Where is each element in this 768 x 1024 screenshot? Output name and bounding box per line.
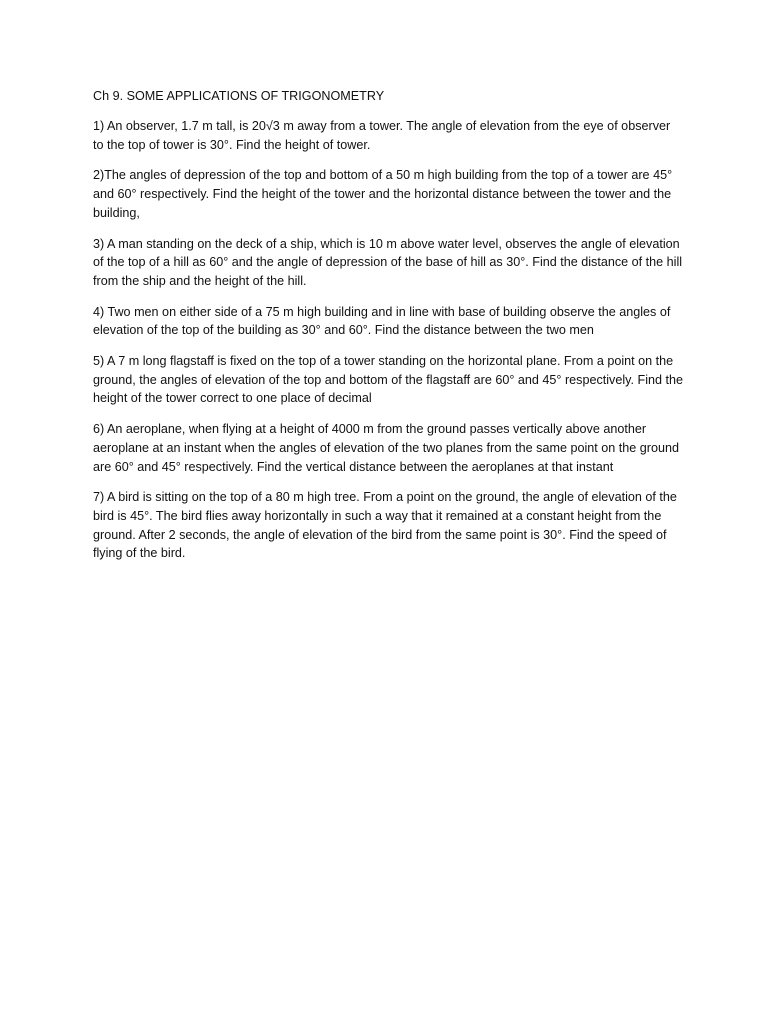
question-1: 1) An observer, 1.7 m tall, is 20√3 m away from a tower. The angle of elevation from the eye of observer to the top of tower is 30°. Find the height of tower.	[93, 119, 671, 152]
question-2: 2)The angles of depression of the top and bottom of a 50 m high building from the top of a tower are 45° and 60° respectively. Find the height of the tower and the horizontal distance between the tower and the building,	[93, 168, 673, 220]
question-7: 7) A bird is sitting on the top of a 80 m high tree. From a point on the ground, the angle of elevation of the bird is 45°. The bird flies away horizontally in such a way that it remained at a constant height from the ground. After 2 seconds, the angle of elevation of the bird from the same point is 30°. Find the speed of flying of the bird.	[93, 490, 677, 561]
question-4: 4) Two men on either side of a 75 m high building and in line with base of building observe the angles of elevation of the top of the building as 30° and 60°. Find the distance between the two men	[93, 304, 671, 338]
document-page	[93, 87, 683, 575]
question-3: 3) A man standing on the deck of a ship, which is 10 m above water level, observes the angle of elevation of the top of a hill as 60° and the angle of depression of the base of hill as 30°. Find the distance of the hill from the ship and the height of the hill.	[93, 236, 683, 288]
question-5: 5) A 7 m long flagstaff is fixed on the top of a tower standing on the horizontal plane. From a point on the ground, the angles of elevation of the top and bottom of the flagstaff are 60° and 45° respectively. Find the height of the tower correct to one place of decimal	[93, 354, 684, 406]
page-title: Ch 9. SOME APPLICATIONS OF TRIGONOMETRY	[93, 89, 385, 103]
question-6: 6) An aeroplane, when flying at a height of 4000 m from the ground passes vertically above another aeroplane at an instant when the angles of elevation of the two planes from the same point on the ground are 60° and 45° respectively. Find the vertical distance between the aeroplanes at that instant	[93, 422, 680, 474]
